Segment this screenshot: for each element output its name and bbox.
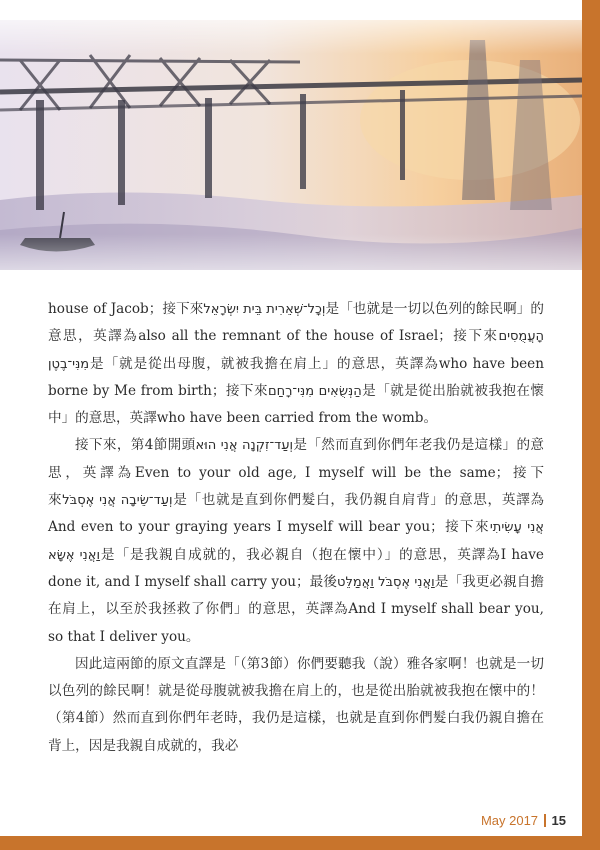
text-run: 是「是我親自成就的，我必親自（抱在懷中）」的意思，英譯為I have done it, and I myself shall carry you；最後 [48,546,544,590]
page-number: 15 [551,813,566,828]
text-run: 是「就是從出母腹，就被我擔在肩上」的意思，英譯為who have been borne by Me from birth；接下來 [48,355,544,399]
hebrew-phrase: וְעַד־שֵׂיבָה אֲנִי אֶסְבֹּל [62,493,173,509]
paragraph [48,296,544,432]
hebrew-phrase: וְכָל־שְׁאֵרִית בֵּית יִשְׂרָאֵל [203,302,326,317]
right-border-bar [582,0,600,850]
page-footer [481,813,566,828]
text-run: 接下來，第4節開頭 [75,437,196,454]
hebrew-phrase: וְעַד־זִקְנָה אֲנִי הוּא [195,438,294,454]
text-run: 因此這兩節的原文直譯是「（第3節）你們要聽我（說）雅各家啊！也就是一切以色列的餘民啊！就是從母腹就被我擔在肩上的，也是從出胎就被我抱在懷中的！（第4節）然而直到你們年老時，我仍是這樣，也就是直到你們髮白我仍親自擔在背上，因是我親自成就的，我必 [48,655,544,754]
text-run: 是「也就是直到你們髮白，我仍親自肩背」的意思，英譯為And even to your graying years I myself will bear you；接下來 [48,492,545,536]
text-run: 是「就是從出胎就被我抱在懷中」的意思，英譯who have been carried from the womb。 [48,382,544,427]
paragraph [48,432,544,650]
hebrew-phrase: אֲנִי עָשִׂיתִי וַאֲנִי אֶשָּׂא [48,520,544,563]
text-run: 是「我更必親自擔在肩上，以至於我拯救了你們」的意思，英譯為And I myself shall bear you, so that I deliver you。 [48,573,545,645]
hebrew-phrase: הַנְּשֻׂאִים מִנִּי־רָחַם [267,383,362,399]
text-run: 是「也就是一切以色列的餘民啊」的意思，英譯為also all the remnant of the house of Israel；接下來 [48,301,545,345]
hebrew-phrase: וַאֲנִי אֶסְבֹּל וַאֲמַלֵּט [337,574,435,590]
bottom-border-bar [0,836,600,850]
text-run: house of Jacob；接下來 [48,301,204,317]
article-body [48,296,544,760]
issue-date: May 2017 [480,813,539,828]
text-run: 是「然而直到你們年老我仍是這樣」的意思，英譯為Even to your old age, I myself will be the same；接下來 [48,437,544,509]
hebrew-phrase: הָעֲמֻסִים מִנִּי־בֶטֶן [48,329,544,372]
bridge-watercolor-illustration [0,0,582,300]
footer-divider [544,814,546,827]
paragraph [48,651,544,760]
